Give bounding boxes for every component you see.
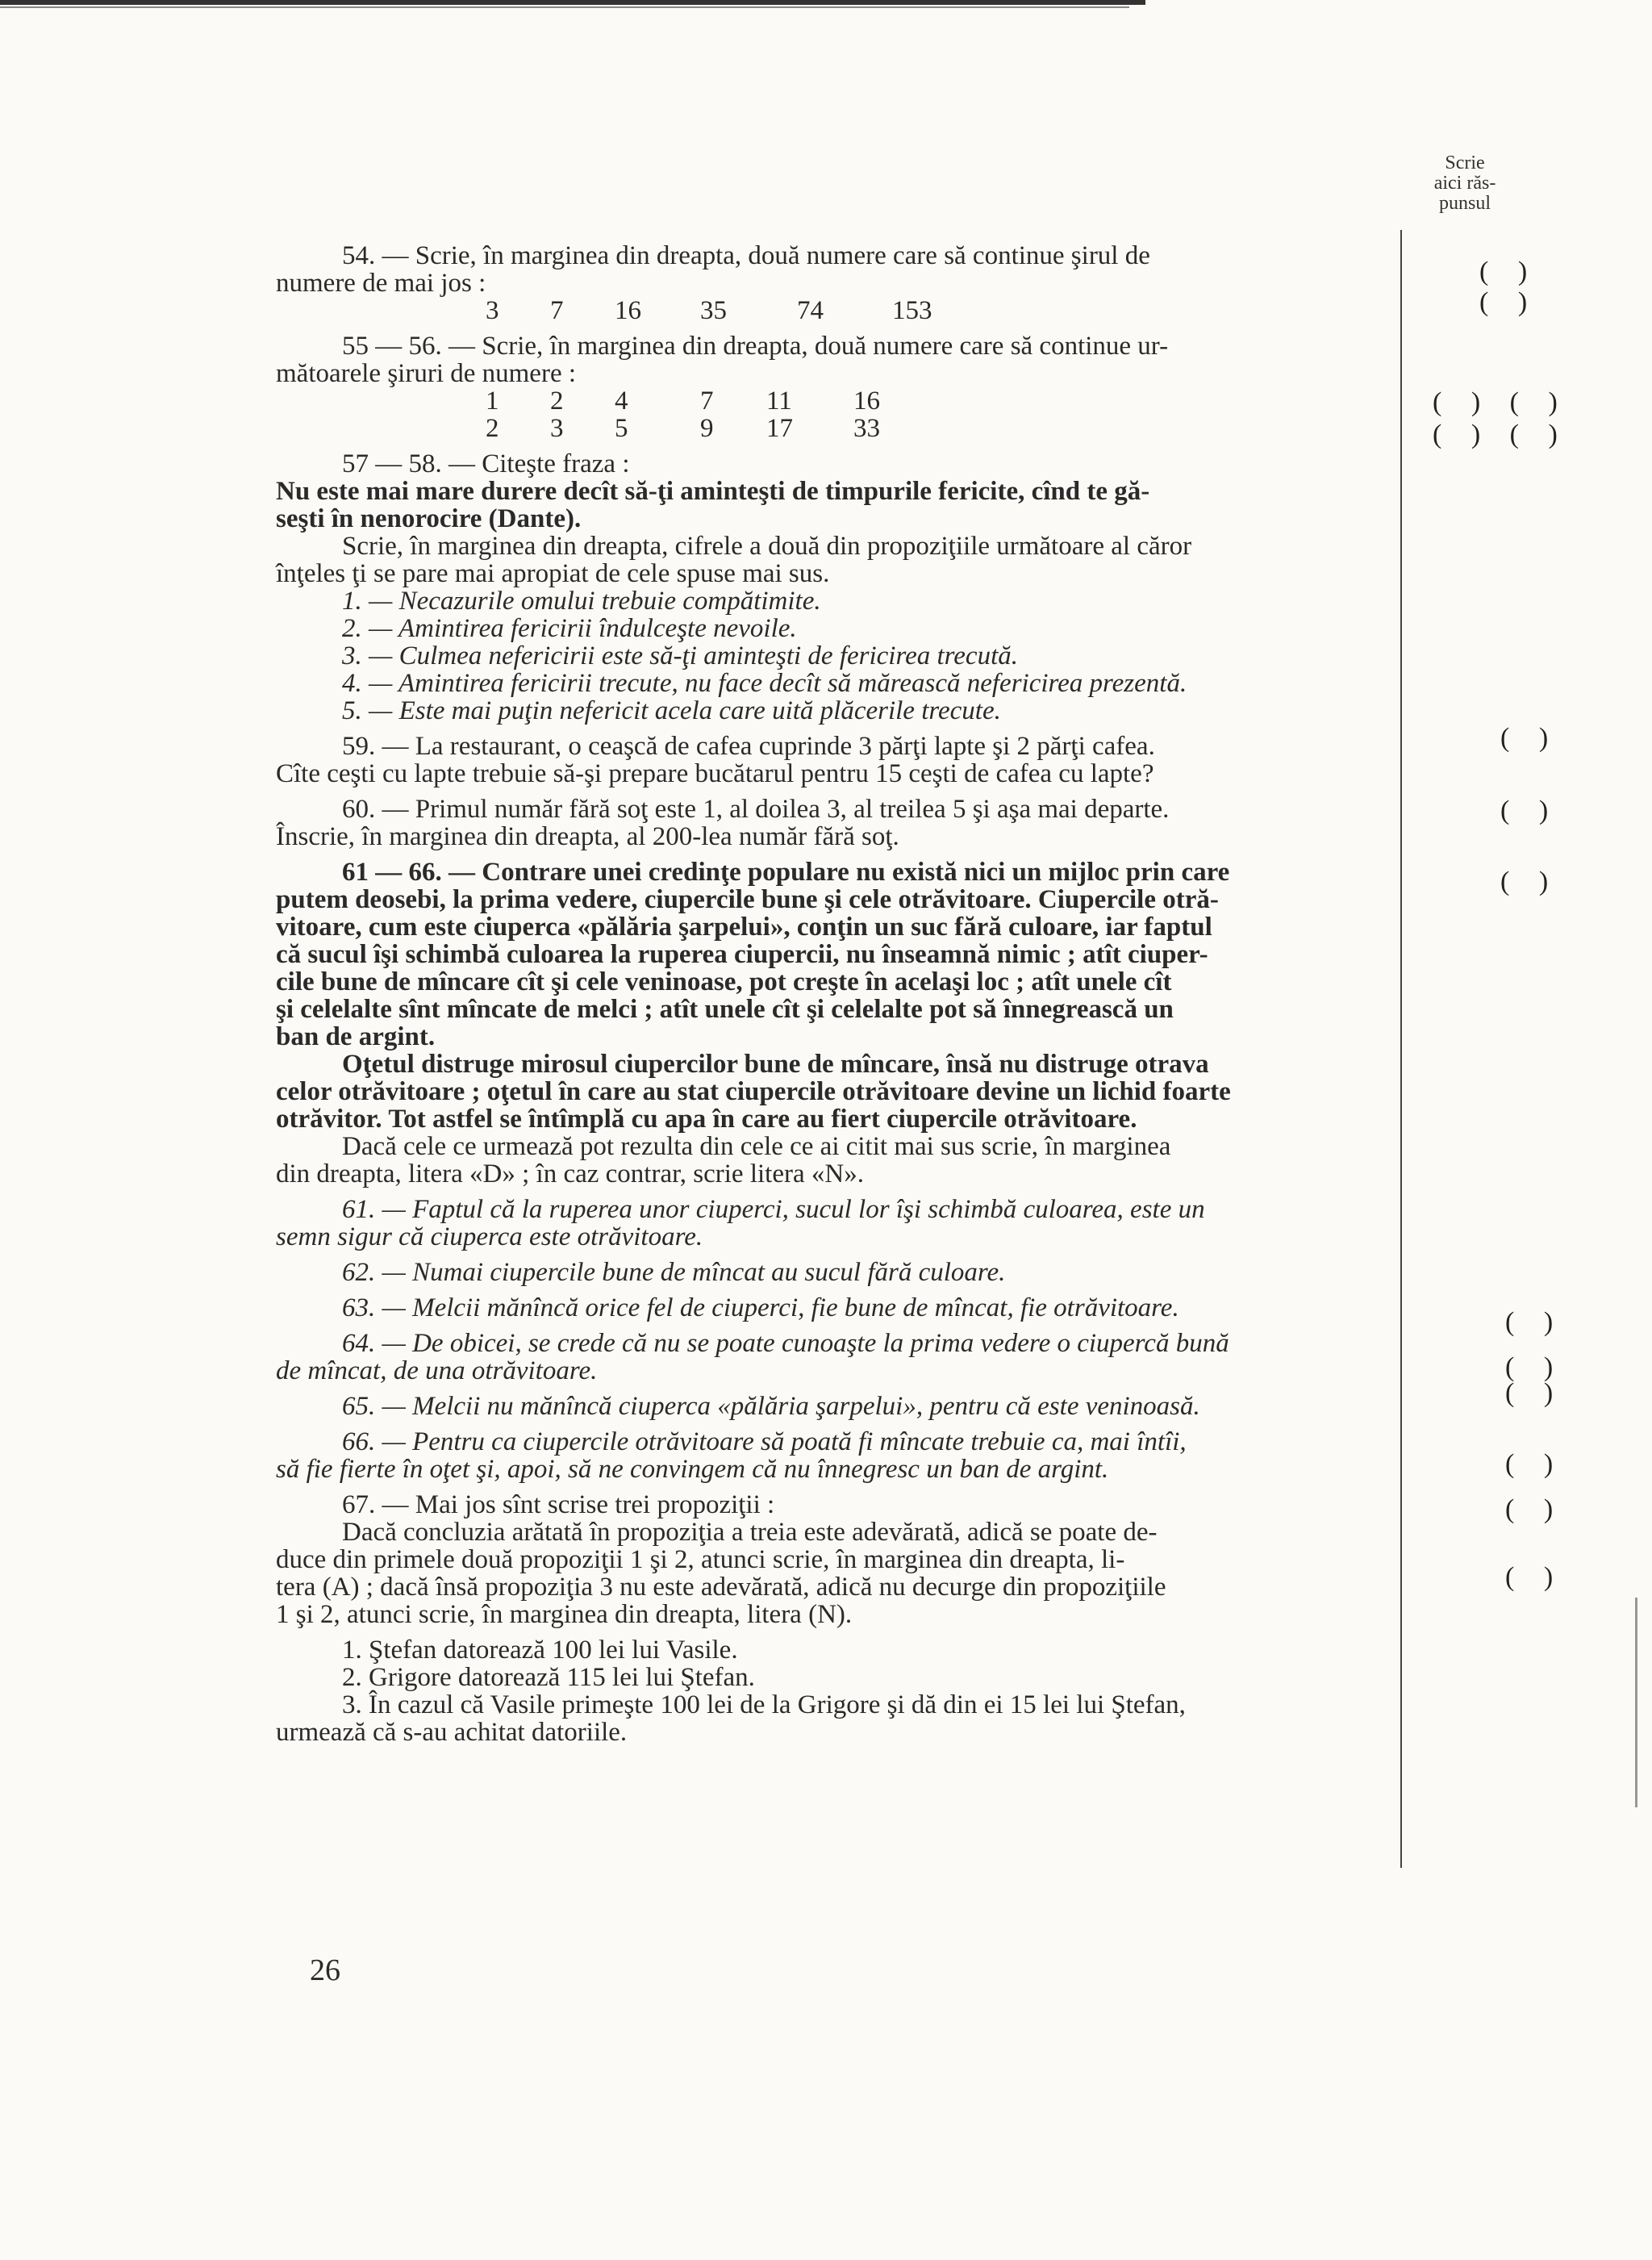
answer-box-63[interactable]: ( ): [1505, 1378, 1565, 1408]
q55-line: mătoarele şiruri de numere :: [276, 359, 577, 388]
q57-option: 5. — Este mai puţin nefericit acela care uită plăcerile trecute.: [342, 696, 1001, 725]
q62-statement: 62. — Numai ciupercile bune de mîncat au sucul fără culoare.: [342, 1258, 1006, 1287]
q61-text: putem deosebi, la prima vedere, ciupercile bune şi cele otrăvitoare. Ciupercile otră-: [276, 885, 1219, 914]
q57-option: 1. — Necazurile omului trebuie compătimite.: [342, 587, 821, 616]
q66-statement: să fie fierte în oţet şi, apoi, să ne convingem că nu înnegresc un ban de argint.: [276, 1455, 1109, 1484]
q57-option: 3. — Culmea nefericirii este să-ţi aminteşti de fericirea trecută.: [342, 641, 1018, 670]
seq-number: 7: [700, 386, 714, 416]
q60-line: Înscrie, în marginea din dreapta, al 200-lea număr fără soţ.: [276, 822, 899, 851]
seq-number: 16: [615, 296, 641, 325]
q61-text: otrăvitor. Tot astfel se întîmplă cu apa în care au fiert ciupercile otrăvitoare.: [276, 1105, 1137, 1134]
seq-number: 35: [700, 296, 727, 325]
seq-number: 17: [766, 414, 793, 443]
seq-number: 16: [853, 386, 880, 416]
q61-text: Oţetul distruge mirosul ciupercilor bune de mîncare, însă nu distruge otrava: [342, 1050, 1209, 1079]
q55-sequence-1: [276, 387, 1405, 415]
answer-box-64[interactable]: ( ): [1505, 1449, 1565, 1479]
q67-premise: 2. Grigore datorează 115 lei lui Ştefan.: [342, 1663, 755, 1692]
q67-premise: urmează că s-au achitat datoriile.: [276, 1718, 628, 1747]
q61-text: cile bune de mîncare cît şi cele veninoase, pot creşte în acelaşi loc ; atît unele cît: [276, 967, 1172, 996]
q57-instruction: înţeles ţi se pare mai apropiat de cele spuse mai sus.: [276, 559, 830, 588]
q64-statement: 64. — De obicei, se crede că nu se poate cunoaşte la prima vedere o ciupercă bună: [342, 1329, 1229, 1358]
q60-line: 60. — Primul număr fără soţ este 1, al doilea 3, al treilea 5 şi aşa mai departe.: [342, 795, 1170, 824]
q67-line: 1 şi 2, atunci scrie, în marginea din dreapta, litera (N).: [276, 1600, 853, 1629]
q65-statement: 65. — Melcii nu mănîncă ciuperca «pălăria şarpelui», pentru că este veninoasă.: [342, 1392, 1200, 1421]
q64-statement: de mîncat, de una otrăvitoare.: [276, 1356, 598, 1385]
answer-box-61[interactable]: ( ): [1505, 1307, 1565, 1337]
q59-line: Cîte ceşti cu lapte trebuie să-şi prepare bucătarul pentru 15 ceşti de cafea cu lapte?: [276, 759, 1154, 788]
q67-line: duce din primele două propoziţii 1 şi 2, atunci scrie, în marginea din dreapta, li-: [276, 1545, 1125, 1574]
q61-instruction: din dreapta, litera «D» ; în caz contrar, scrie litera «N».: [276, 1159, 864, 1188]
q61-text: celor otrăvitoare ; oţetul în care au stat ciupercile otrăvitoare devine un lichid foarte: [276, 1077, 1231, 1106]
scan-edge-mark: [1635, 1598, 1637, 1807]
q67-line: Dacă concluzia arătată în propoziţia a treia este adevărată, adică se poate de-: [342, 1518, 1158, 1547]
q57-quote: Nu este mai mare durere decît să-ţi aminteşti de timpurile fericite, cînd te gă-: [276, 477, 1150, 506]
answer-box-56[interactable]: ( ) ( ): [1433, 420, 1569, 449]
seq-number: 4: [615, 386, 628, 416]
seq-number: 2: [486, 414, 499, 443]
q57-line: 57 — 58. — Citeşte fraza :: [342, 449, 630, 478]
page-number: 26: [310, 1953, 340, 1987]
q61-text: că sucul îşi schimbă culoarea la ruperea ciupercii, nu înseamnă nimic ; atît ciuper-: [276, 940, 1208, 969]
seq-number: 33: [853, 414, 880, 443]
answer-box-55[interactable]: ( ) ( ): [1433, 387, 1569, 417]
margin-header-line: Scrie: [1445, 152, 1485, 173]
q54-line: numere de mai jos :: [276, 269, 486, 298]
seq-number: 5: [615, 414, 628, 443]
margin-header: [1416, 153, 1513, 214]
scan-top-border: [0, 0, 1145, 5]
answer-box-65[interactable]: ( ): [1505, 1494, 1565, 1524]
answer-box-54b[interactable]: ( ): [1479, 287, 1539, 317]
margin-header-line: punsul: [1438, 193, 1491, 214]
answer-box-66[interactable]: ( ): [1505, 1562, 1565, 1592]
q66-statement: 66. — Pentru ca ciupercile otrăvitoare să poată fi mîncate trebuie ca, mai întîi,: [342, 1427, 1187, 1456]
page-body: [276, 234, 1405, 1746]
q57-option: 2. — Amintirea fericirii îndulceşte nevoile.: [342, 614, 797, 643]
q67-premise: 3. În cazul că Vasile primeşte 100 lei de la Grigore şi dă din ei 15 lei lui Ştefan,: [342, 1690, 1186, 1719]
answer-box-54a[interactable]: ( ): [1479, 257, 1539, 286]
q59-line: 59. — La restaurant, o ceaşcă de cafea cuprinde 3 părţi lapte şi 2 părţi cafea.: [342, 732, 1155, 761]
seq-number: 153: [892, 296, 932, 325]
answer-box-59[interactable]: ( ): [1500, 796, 1560, 825]
answer-box-57-58[interactable]: ( ): [1500, 723, 1560, 753]
q61-text: ban de argint.: [276, 1022, 436, 1051]
q61-statement: 61. — Faptul că la ruperea unor ciuperci, sucul lor îşi schimbă culoarea, este un: [342, 1195, 1205, 1224]
q67-line: tera (A) ; dacă însă propoziţia 3 nu este adevărată, adică nu decurge din propoziţiile: [276, 1573, 1166, 1602]
seq-number: 3: [486, 296, 499, 325]
q55-sequence-2: [276, 415, 1405, 442]
q63-statement: 63. — Melcii mănîncă orice fel de ciuperci, fie bune de mîncat, fie otrăvitoare.: [342, 1293, 1179, 1322]
seq-number: 2: [550, 386, 564, 416]
seq-number: 74: [797, 296, 824, 325]
q54-sequence: [276, 297, 1405, 324]
scan-top-border-thin: [0, 6, 1129, 8]
q61-statement: semn sigur că ciuperca este otrăvitoare.: [276, 1222, 703, 1251]
q54-line: 54. — Scrie, în marginea din dreapta, două numere care să continue şirul de: [342, 241, 1150, 270]
seq-number: 1: [486, 386, 499, 416]
seq-number: 9: [700, 414, 714, 443]
q57-option: 4. — Amintirea fericirii trecute, nu face decît să mărească nefericirea prezentă.: [342, 669, 1187, 698]
margin-header-line: aici răs-: [1433, 173, 1496, 194]
answer-box-60[interactable]: ( ): [1500, 867, 1560, 896]
q61-text: vitoare, cum este ciuperca «pălăria şarpelui», conţin un suc fără culoare, iar faptul: [276, 913, 1212, 942]
q61-text: 61 — 66. — Contrare unei credinţe populare nu există nici un mijloc prin care: [342, 858, 1230, 887]
seq-number: 3: [550, 414, 564, 443]
q67-premise: 1. Ştefan datorează 100 lei lui Vasile.: [342, 1635, 738, 1665]
seq-number: 7: [550, 296, 564, 325]
seq-number: 11: [766, 386, 792, 416]
answer-box-62[interactable]: ( ): [1505, 1352, 1565, 1382]
q61-instruction: Dacă cele ce urmează pot rezulta din cele ce ai citit mai sus scrie, în marginea: [342, 1132, 1171, 1161]
q61-text: şi celelalte sînt mîncate de melci ; atît unele cît şi celelalte pot să înnegrească un: [276, 995, 1174, 1024]
q57-quote: seşti în nenorocire (Dante).: [276, 504, 582, 533]
q55-line: 55 — 56. — Scrie, în marginea din dreapta, două numere care să continue ur-: [342, 332, 1169, 361]
q57-instruction: Scrie, în marginea din dreapta, cifrele a două din propoziţiile următoare al căror: [342, 532, 1192, 561]
q67-line: 67. — Mai jos sînt scrise trei propoziţii :: [342, 1490, 775, 1519]
